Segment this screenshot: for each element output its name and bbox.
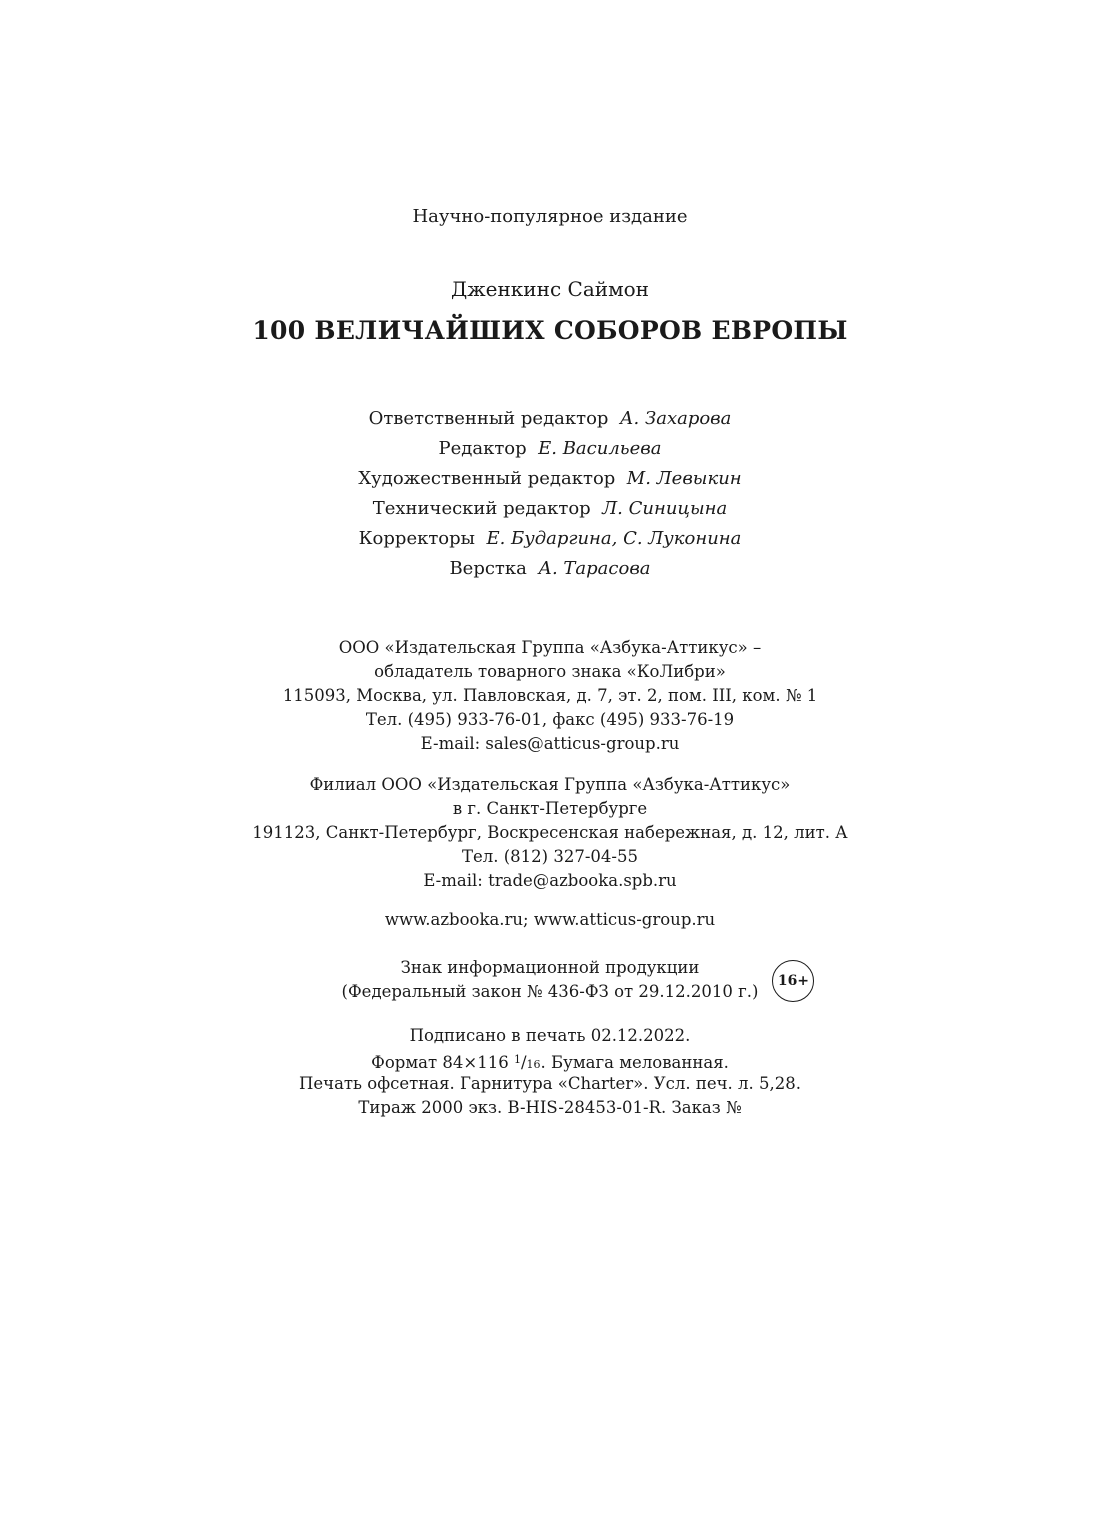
credit-line [0, 524, 1100, 554]
credit-line [0, 554, 1100, 584]
info-sign-line1: Знак информационной продукции [400, 958, 700, 977]
credit-role: Художественный редактор [358, 468, 616, 489]
credit-line [0, 464, 1100, 494]
credits-list [0, 404, 1100, 584]
print-info [0, 1024, 1100, 1120]
credit-line [0, 434, 1100, 464]
credit-person: М. Левыкин [626, 468, 742, 489]
credit-role: Технический редактор [372, 498, 591, 519]
branch-info [0, 773, 1100, 893]
print-format [0, 1048, 1100, 1072]
websites [0, 908, 1100, 932]
branch-name: Филиал ООО «Издательская Группа «Азбука-Аттикус» [309, 775, 791, 794]
format-numerator: 1 [513, 1053, 521, 1066]
format-slash: / [520, 1053, 527, 1072]
branch-email: E-mail: trade@azbooka.spb.ru [423, 871, 677, 890]
credit-person: А. Захарова [619, 408, 732, 429]
publisher-phone: Тел. (495) 933-76-01, факс (495) 933-76-19 [365, 710, 735, 729]
credit-role: Ответственный редактор [368, 408, 609, 429]
book-title: 100 ВЕЛИЧАЙШИХ СОБОРОВ ЕВРОПЫ [252, 316, 848, 345]
format-prefix: Формат 84×116 [371, 1053, 514, 1072]
publisher-email: E-mail: sales@atticus-group.ru [420, 734, 680, 753]
publisher-info [0, 636, 1100, 756]
print-circulation: Тираж 2000 экз. B-HIS-28453-01-R. Заказ № [358, 1098, 742, 1117]
publisher-address: 115093, Москва, ул. Павловская, д. 7, эт. 2, пом. III, ком. № 1 [282, 686, 818, 705]
credit-role: Редактор [438, 438, 527, 459]
publisher-name: ООО «Издательская Группа «Азбука-Аттикус» – [338, 638, 762, 657]
credit-line [0, 494, 1100, 524]
print-signed: Подписано в печать 02.12.2022. [409, 1026, 691, 1045]
genre-label: Научно-популярное издание [412, 206, 688, 227]
credit-person: Е. Бударгина, С. Луконина [486, 528, 742, 549]
format-denominator: 16 [526, 1058, 541, 1071]
credit-role: Корректоры [358, 528, 475, 549]
info-sign [0, 956, 1100, 1004]
publisher-trademark: обладатель товарного знака «КоЛибри» [374, 662, 726, 681]
info-sign-line2: (Федеральный закон № 436-ФЗ от 29.12.2010 г.) [341, 982, 759, 1001]
info-sign-text [341, 956, 810, 1004]
format-suffix: . Бумага мелованная. [540, 1053, 729, 1072]
websites-line: www.azbooka.ru; www.atticus-group.ru [384, 910, 716, 929]
branch-phone: Тел. (812) 327-04-55 [462, 847, 638, 866]
credit-person: Л. Синицына [602, 498, 728, 519]
credit-person: Е. Васильева [538, 438, 662, 459]
credit-person: А. Тарасова [538, 558, 651, 579]
author-name: Дженкинс Саймон [450, 277, 650, 301]
branch-city: в г. Санкт-Петербурге [452, 799, 648, 818]
branch-address: 191123, Санкт-Петербург, Воскресенская набережная, д. 12, лит. А [252, 823, 848, 842]
credit-role: Верстка [449, 558, 527, 579]
print-typeface: Печать офсетная. Гарнитура «Charter». Усл. печ. л. 5,28. [299, 1074, 801, 1093]
credit-line [0, 404, 1100, 434]
age-rating-badge: 16+ [772, 960, 814, 1002]
